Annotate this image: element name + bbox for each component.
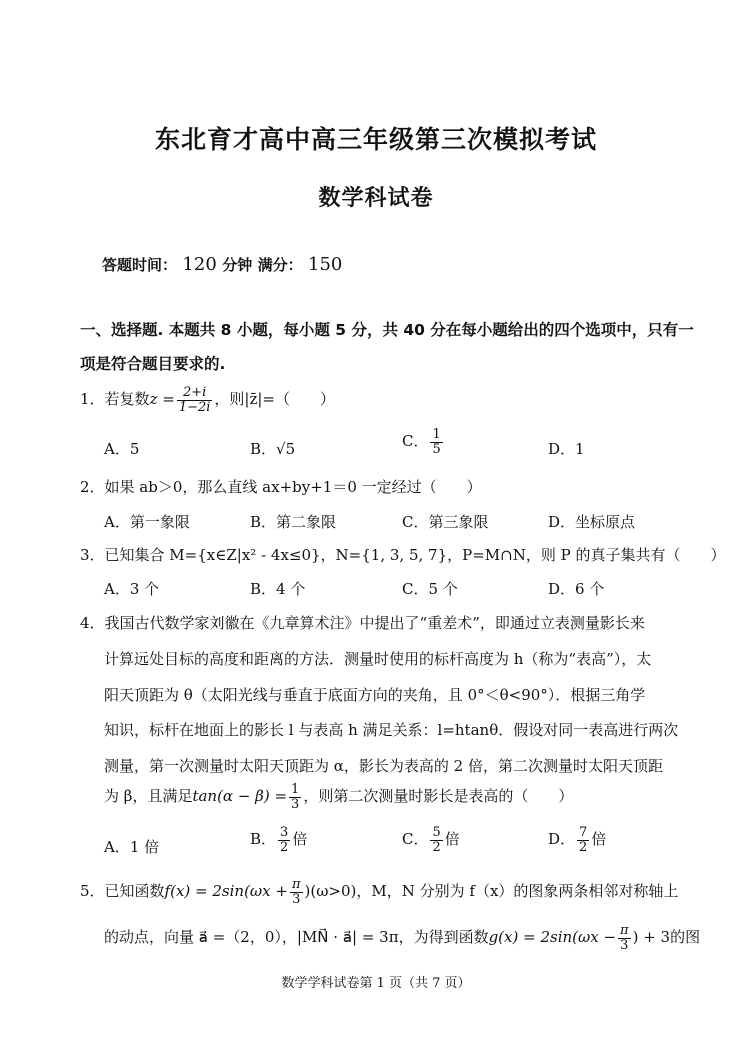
q4-tan-expr: tan(α − β) = [192,787,288,806]
q4-option-c-num: 5 [432,825,441,840]
q4-option-d [548,826,606,854]
question-5-line-2 [104,924,700,952]
q1-text-b: ，则|z̄|=（ ） [214,390,335,409]
page-footer: 数学学科试卷第 1 页（共 7 页） [281,976,471,991]
time-unit: 分钟 [222,256,253,274]
q4-frac-den: 3 [291,796,300,812]
time-value: 120 [182,254,217,275]
exam-subtitle: 数学科试卷 [318,186,434,211]
q4-option-d-label: D． [548,830,576,849]
question-2: 2．如果 ab＞0，那么直线 ax+by+1＝0 一定经过（ ） [80,478,482,496]
q1-option-b-label: B． [250,440,277,458]
q4-option-b [250,826,307,854]
q4-option-b-label: B． [250,830,277,849]
q3-option-a: A．3 个 [104,580,160,598]
q5-line2-fraction [618,924,631,952]
exam-title: 东北育才高中高三年级第三次模拟考试 [154,125,597,154]
q1-option-d: D．1 [548,440,585,458]
section-heading-line2: 项是符合题目要求的. [80,355,226,373]
q1-frac-den: 1−2i [178,399,211,415]
q4-option-d-den: 2 [579,839,588,855]
q1-text-a: 若复数 [104,390,150,409]
q4-option-c-fraction [430,826,442,854]
q4-option-c [402,826,460,854]
q1-option-c-fraction [430,428,442,456]
q5-line2-b: ) + 3的图 [632,928,701,947]
question-1 [80,386,335,414]
q4-option-b-fraction [278,826,290,854]
q3-option-b: B．4 个 [250,580,306,598]
question-4-line-3: 阳天顶距为 θ（太阳光线与垂直于底面方向的夹角，且 0°＜θ<90°）．根据三角学 [104,686,646,704]
q4-option-d-num: 7 [579,825,588,840]
question-4-line-1: 4．我国古代数学家刘徽在《九章算术注》中提出了“重差术”，即通过立表测量影长来 [80,614,645,632]
q1-z-eq: z = [149,390,175,409]
question-5-line-1 [80,878,678,906]
question-3: 3．已知集合 M={x∈Z|x² - 4x≤0}，N={1, 3, 5, 7}，P=M∩N，则 P 的真子集共有（ ） [80,546,726,564]
question-4-line-5: 测量，第一次测量时太阳天顶距为 α，影长为表高的 2 倍，第二次测量时太阳天顶距 [104,757,663,775]
q5-f-expr: f(x) = 2sin(ωx + [164,882,288,901]
q5-line1-num: π [291,877,301,892]
question-4-line-2: 计算远处目标的高度和距离的方法．测量时使用的标杆高度为 h（称为“表高”），太 [104,650,652,668]
q1-fraction [177,386,213,414]
q1-option-b [250,438,295,459]
q1-option-c-label: C． [402,432,429,451]
q4-option-b-suffix: 倍 [292,830,308,849]
q5-line2-num: π [620,923,629,938]
q4-option-c-suffix: 倍 [444,830,460,849]
q1-option-b-value: √5 [276,440,296,458]
q1-number: 1． [80,390,105,409]
score-label: 满分： [257,256,303,274]
q4-frac-num: 1 [291,782,300,797]
q4-option-b-den: 2 [280,839,289,855]
q5-line1-fraction [290,878,303,906]
q2-option-a: A．第一象限 [104,513,190,531]
q1-option-c [402,428,445,456]
q1-option-a: A．5 [104,440,140,458]
q5-line2-a: 的动点，向量 a⃗ =（2，0），|MN⃗ · a⃗| = 3π，为得到函数 [104,928,489,947]
q5-line1-a: 5．已知函数 [80,882,165,901]
q5-line2-den: 3 [620,937,629,953]
q3-option-d: D．6 个 [548,580,605,598]
q4-option-d-suffix: 倍 [591,830,607,849]
q5-line1-b: )(ω>0)，M，N 分别为 f（x）的图象两条相邻对称轴上 [304,882,679,901]
exam-info [102,254,342,275]
q4-option-c-den: 2 [432,839,441,855]
q2-option-b: B．第二象限 [250,513,337,531]
q3-option-c: C．5 个 [402,580,458,598]
q4-fraction [289,783,301,811]
question-4-line-6 [104,783,573,811]
score-value: 150 [308,254,343,275]
q4-option-a: A．1 倍 [104,838,160,856]
q4-line6-b: ，则第二次测量时影长是表高的（ ） [303,787,574,806]
section-heading-line1: 一、选择题. 本题共 8 小题，每小题 5 分，共 40 分在每小题给出的四个选项中，只有一 [80,321,694,339]
q1-option-c-num: 1 [432,427,441,442]
q4-option-d-fraction [577,826,589,854]
question-4-line-4: 知识，标杆在地面上的影长 l 与表高 h 满足关系：l=htanθ．假设对同一表高进行两次 [104,721,679,739]
q5-g-expr: g(x) = 2sin(ωx − [488,928,617,947]
q4-option-c-label: C． [402,830,429,849]
q4-option-b-num: 3 [280,825,289,840]
time-label: 答题时间： [102,256,178,274]
q2-option-d: D．坐标原点 [548,513,636,531]
q2-option-c: C．第三象限 [402,513,489,531]
q4-line6-a: 为 β，且满足 [104,787,193,806]
q1-option-c-den: 5 [432,441,441,457]
q5-line1-den: 3 [292,891,301,907]
q1-frac-num: 2+i [177,386,213,401]
